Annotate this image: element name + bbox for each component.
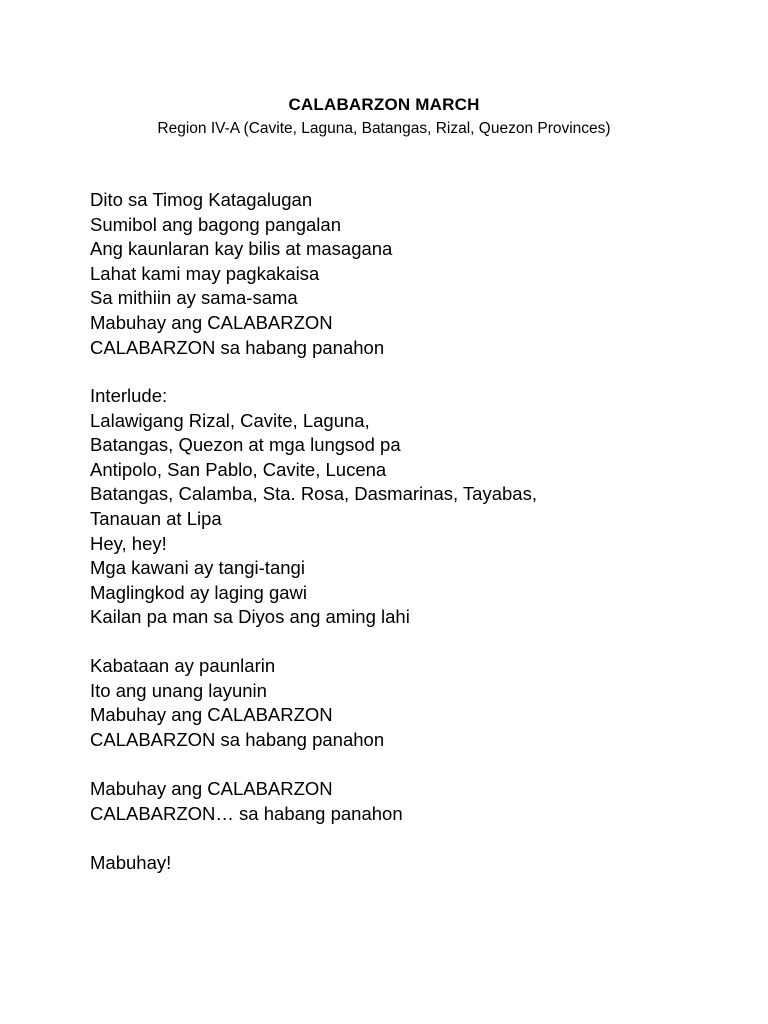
lyric-line: Lalawigang Rizal, Cavite, Laguna, xyxy=(90,409,370,431)
document-title: CALABARZON MARCH xyxy=(288,95,480,114)
lyric-line: CALABARZON sa habang panahon xyxy=(90,728,385,750)
lyric-line: Dito sa Timog Katagalugan xyxy=(90,189,313,210)
lyric-line: Kailan pa man sa Diyos ang aming lahi xyxy=(90,606,410,628)
lyric-line: Mabuhay ang CALABARZON xyxy=(90,704,333,726)
verse-4 xyxy=(90,777,403,826)
lyric-line: Ang kaunlaran kay bilis at masagana xyxy=(90,238,393,260)
verse-3 xyxy=(90,654,384,752)
lyric-line: CALABARZON sa habang panahon xyxy=(90,336,385,358)
lyric-line: Mabuhay! xyxy=(90,852,172,873)
lyric-line: Batangas, Calamba, Sta. Rosa, Dasmarinas, Tayabas, xyxy=(90,483,537,505)
lyric-line: Ito ang unang layunin xyxy=(90,679,267,701)
lyric-line: Mga kawani ay tangi-tangi xyxy=(90,557,305,579)
verse-interlude xyxy=(90,384,537,630)
lyric-line: Sa mithiin ay sama-sama xyxy=(90,287,298,309)
lyric-line: Tanauan at Lipa xyxy=(90,507,222,529)
lyric-line: Mabuhay ang CALABARZON xyxy=(90,311,333,333)
lyric-line: Batangas, Quezon at mga lungsod pa xyxy=(90,434,401,456)
lyric-line: Hey, hey! xyxy=(90,532,167,554)
lyric-line: Maglingkod ay laging gawi xyxy=(90,581,307,603)
lyric-line: Mabuhay ang CALABARZON xyxy=(90,778,333,799)
lyric-line: Lahat kami may pagkakaisa xyxy=(90,262,320,284)
lyric-line: Antipolo, San Pablo, Cavite, Lucena xyxy=(90,458,387,480)
verse-closing xyxy=(90,851,171,876)
verse-1 xyxy=(90,188,392,360)
lyric-line: CALABARZON… sa habang panahon xyxy=(90,802,403,824)
lyric-line: Kabataan ay paunlarin xyxy=(90,655,276,676)
interlude-label: Interlude: xyxy=(90,385,168,406)
lyric-line: Sumibol ang bagong pangalan xyxy=(90,213,341,235)
document-subtitle: Region IV-A (Cavite, Laguna, Batangas, Rizal, Quezon Provinces) xyxy=(157,120,611,137)
